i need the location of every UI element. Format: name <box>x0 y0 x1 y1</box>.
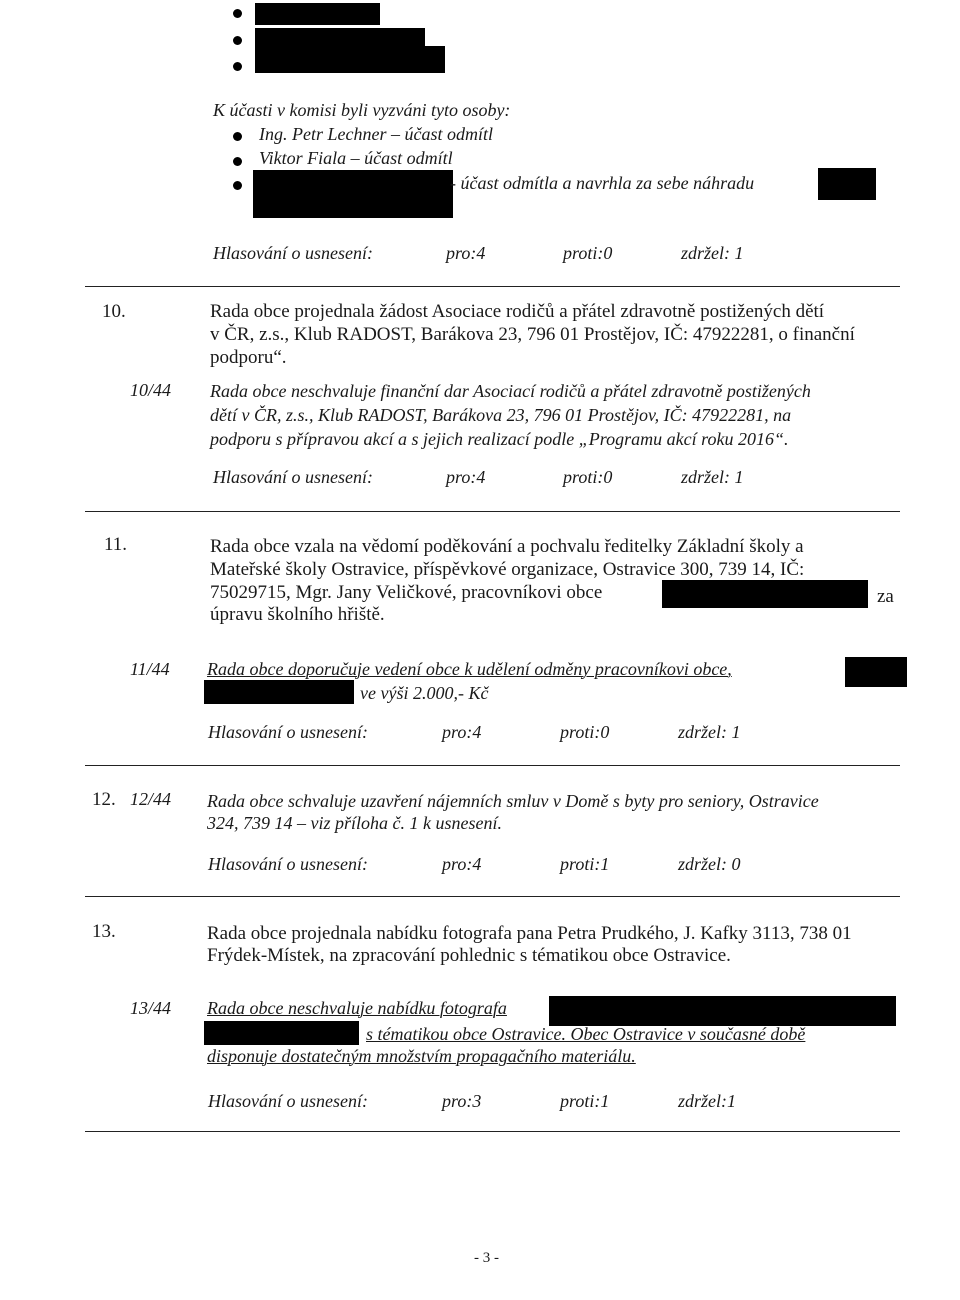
redaction-bar <box>818 168 876 200</box>
vote-label: Hlasování o usnesení: <box>208 722 368 742</box>
item-text-line: v ČR, z.s., Klub RADOST, Barákova 23, 796 01 Prostějov, IČ: 47922281, o finanční <box>210 324 855 345</box>
item-text-line: za <box>877 586 894 607</box>
resolution-id: 11/44 <box>130 659 170 679</box>
page-number: - 3 - <box>474 1250 499 1266</box>
redaction-bar <box>255 3 380 25</box>
redaction-bar <box>255 28 425 48</box>
resolution-id: 12/44 <box>130 789 172 809</box>
vote-proti: proti:0 <box>563 243 613 263</box>
resolution-line: ve výši 2.000,- Kč <box>360 683 489 703</box>
bullet-dot <box>233 132 242 141</box>
divider <box>85 511 900 512</box>
bullet-dot <box>233 62 242 71</box>
resolution-line: s tématikou obce Ostravice. Obec Ostravice v současné době <box>366 1024 806 1044</box>
bullet-dot <box>233 181 242 190</box>
item-number: 12. <box>92 789 116 810</box>
resolution-line: dětí v ČR, z.s., Klub RADOST, Barákova 23, 796 01 Prostějov, IČ: 47922281, na <box>210 405 792 425</box>
commission-intro: K účasti v komisi byli vyzváni tyto osoby: <box>213 100 511 120</box>
resolution-line: 324, 739 14 – viz příloha č. 1 k usnesení. <box>207 813 502 833</box>
bullet-dot <box>233 36 242 45</box>
vote-zdrzel: zdržel:1 <box>678 1091 736 1111</box>
item-number: 10. <box>102 301 126 322</box>
vote-label: Hlasování o usnesení: <box>213 243 373 263</box>
resolution-line: disponuje dostatečným množstvím propagačního materiálu. <box>207 1046 636 1066</box>
divider <box>85 286 900 287</box>
resolution-line: Rada obce doporučuje vedení obce k udělení odměny pracovníkovi obce, <box>207 659 732 679</box>
redaction-bar <box>662 580 868 608</box>
vote-label: Hlasování o usnesení: <box>208 1091 368 1111</box>
vote-zdrzel: zdržel: 1 <box>681 467 744 487</box>
divider <box>85 765 900 766</box>
item-text-line: úpravu školního hřiště. <box>210 604 385 625</box>
item-text-line: Rada obce vzala na vědomí poděkování a pochvalu ředitelky Základní školy a <box>210 536 804 557</box>
vote-pro: pro:4 <box>446 243 486 263</box>
item-text-line: Frýdek-Místek, na zpracování pohlednic s tématikou obce Ostravice. <box>207 945 731 966</box>
vote-proti: proti:1 <box>560 1091 610 1111</box>
divider <box>85 896 900 897</box>
commission-person: Viktor Fiala – účast odmítl <box>259 148 453 168</box>
divider <box>85 1131 900 1132</box>
bullet-dot <box>233 157 242 166</box>
redaction-bar <box>845 657 907 687</box>
item-text-line: podporu“. <box>210 347 287 368</box>
vote-pro: pro:4 <box>442 854 482 874</box>
item-text-line: Mateřské školy Ostravice, příspěvkové organizace, Ostravice 300, 739 14, IČ: <box>210 559 805 580</box>
redaction-bar <box>204 1021 359 1045</box>
item-text-line: Rada obce projednala žádost Asociace rodičů a přátel zdravotně postižených dětí <box>210 301 825 322</box>
bullet-dot <box>233 9 242 18</box>
resolution-line: podporu s přípravou akcí a s jejich realizací podle „Programu akcí roku 2016“. <box>210 429 789 449</box>
commission-person: Ing. Petr Lechner – účast odmítl <box>259 124 493 144</box>
item-text-line: Rada obce projednala nabídku fotografa pana Petra Prudkého, J. Kafky 3113, 738 01 <box>207 923 852 944</box>
vote-pro: pro:4 <box>446 467 486 487</box>
vote-pro: pro:4 <box>442 722 482 742</box>
item-number: 11. <box>104 534 128 555</box>
vote-zdrzel: zdržel: 1 <box>681 243 744 263</box>
commission-person: - účast odmítla a navrhla za sebe náhradu <box>450 173 755 193</box>
redaction-bar <box>255 46 445 73</box>
resolution-id: 10/44 <box>130 380 172 400</box>
vote-label: Hlasování o usnesení: <box>213 467 373 487</box>
vote-zdrzel: zdržel: 0 <box>678 854 741 874</box>
vote-proti: proti:0 <box>560 722 610 742</box>
redaction-bar <box>549 996 896 1026</box>
vote-zdrzel: zdržel: 1 <box>678 722 741 742</box>
resolution-line: Rada obce neschvaluje finanční dar Asociací rodičů a přátel zdravotně postižených <box>210 381 811 401</box>
vote-label: Hlasování o usnesení: <box>208 854 368 874</box>
resolution-id: 13/44 <box>130 998 172 1018</box>
resolution-line: Rada obce schvaluje uzavření nájemních smluv v Domě s byty pro seniory, Ostravice <box>207 791 819 811</box>
vote-proti: proti:1 <box>560 854 610 874</box>
vote-proti: proti:0 <box>563 467 613 487</box>
item-number: 13. <box>92 921 116 942</box>
vote-pro: pro:3 <box>442 1091 482 1111</box>
redaction-bar <box>253 170 453 218</box>
resolution-line: Rada obce neschvaluje nabídku fotografa <box>207 998 507 1018</box>
redaction-bar <box>204 680 354 704</box>
item-text-line: 75029715, Mgr. Jany Veličkové, pracovníkovi obce <box>210 582 603 603</box>
